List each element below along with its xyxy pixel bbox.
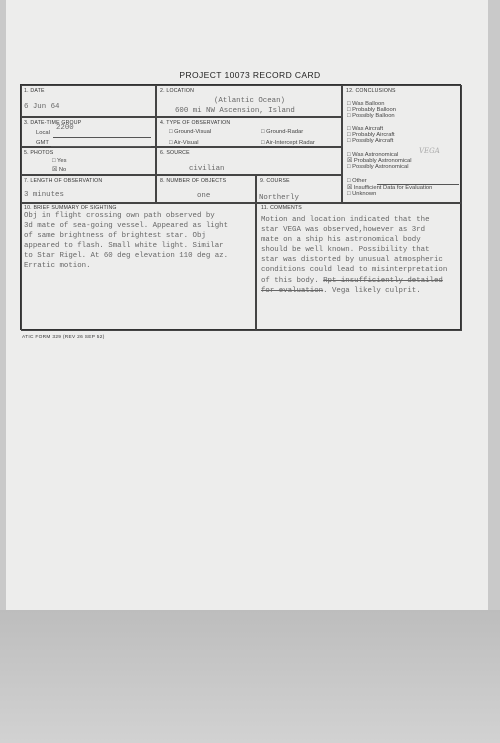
location-label: 2. LOCATION	[160, 88, 195, 94]
conclusion-probably-astronomical[interactable]: ☒ Probably Astronomical	[347, 158, 412, 164]
date-time-group-cell	[21, 117, 156, 147]
number-of-objects-value: one	[197, 192, 211, 200]
option-air-intercept-radar[interactable]: □ Air-Intercept Radar	[261, 140, 315, 146]
conclusions-label: 12. CONCLUSIONS	[346, 88, 396, 94]
option-ground-visual[interactable]: □ Ground-Visual	[169, 129, 212, 135]
conclusion-was-balloon[interactable]: □ Was Balloon	[347, 101, 385, 107]
summary-text: Obj in flight crossing own path observed by 3d mate of sea-going vessel. Appeared as light of same brightness of brightest star. Obj appeared to flash. Small white light. Similar to Star Rigel. At 60 deg elevation 110 deg az. Erratic motion.	[24, 212, 229, 271]
number-of-objects-label: 8. NUMBER OF OBJECTS	[160, 178, 227, 184]
scan-background	[0, 610, 500, 743]
length-of-observation-cell	[21, 175, 156, 203]
location-line1: (Atlantic Ocean)	[214, 97, 285, 105]
summary-label: 10. BRIEF SUMMARY OF SIGHTING	[24, 205, 117, 211]
struck-text-1: Rpt insufficiently detailed	[323, 276, 443, 285]
handwritten-vega: VEGA	[419, 147, 440, 155]
comments-cell	[256, 203, 462, 331]
date-value: 6 Jun 64	[24, 103, 60, 111]
conclusion-was-aircraft[interactable]: □ Was Aircraft	[347, 126, 384, 132]
summary-cell	[21, 203, 256, 331]
course-cell	[256, 175, 342, 203]
local-value: 2200	[56, 124, 74, 132]
source-cell	[156, 147, 342, 175]
record-card	[20, 84, 461, 330]
option-ground-radar[interactable]: □ Ground-Radar	[261, 129, 304, 135]
location-line2: 600 mi NW Ascension, Island	[175, 107, 295, 115]
photos-yes[interactable]: □ Yes	[52, 158, 67, 164]
conclusion-was-astronomical[interactable]: □ Was Astronomical	[347, 152, 399, 158]
option-air-visual[interactable]: □ Air-Visual	[169, 140, 199, 146]
conclusion-insufficient-data[interactable]: ☒ Insufficient Data for Evaluation	[347, 185, 433, 191]
conclusions-cell	[342, 85, 462, 203]
type-of-observation-label: 4. TYPE OF OBSERVATION	[160, 120, 231, 126]
conclusion-unknown[interactable]: □ Unknown	[347, 191, 377, 197]
date-time-group-label: 3. DATE-TIME GROUP	[24, 120, 82, 126]
source-value: civilian	[189, 165, 225, 173]
length-of-observation-label: 7. LENGTH OF OBSERVATION	[24, 178, 103, 184]
length-of-observation-value: 3 minutes	[24, 191, 64, 199]
conclusion-possibly-aircraft[interactable]: □ Possibly Aircraft	[347, 138, 394, 144]
course-label: 9. COURSE	[260, 178, 290, 184]
comments-text: Motion and location indicated that the star VEGA was observed,however as 3rd mate on a ship his astronomical body should be well known. Possibility that star was distorted by unusual atmospheric conditions could lead to misinterpretation of this body. Rpt insufficiently detailed for evaluation. Vega likely culprit.	[261, 216, 448, 295]
type-of-observation-cell	[156, 117, 342, 147]
source-label: 6. SOURCE	[160, 150, 190, 156]
card-title: PROJECT 10073 RECORD CARD	[179, 70, 321, 80]
local-underline	[53, 137, 151, 138]
conclusion-possibly-astronomical[interactable]: □ Possibly Astronomical	[347, 164, 409, 170]
gmt-label: GMT	[36, 140, 49, 146]
photos-cell	[21, 147, 156, 175]
conclusion-other[interactable]: □ Other	[347, 178, 367, 184]
photos-no[interactable]: ☒ No	[52, 167, 67, 173]
date-label: 1. DATE	[24, 88, 45, 94]
photos-label: 5. PHOTOS	[24, 150, 54, 156]
form-number: ATIC FORM 329 (REV 26 SEP 52)	[22, 335, 105, 340]
local-label: Local	[36, 130, 50, 136]
conclusion-probably-aircraft[interactable]: □ Probably Aircraft	[347, 132, 395, 138]
date-cell	[21, 85, 156, 117]
comments-label: 11. COMMENTS	[261, 205, 302, 211]
location-cell	[156, 85, 342, 117]
conclusion-possibly-balloon[interactable]: □ Possibly Balloon	[347, 113, 395, 119]
number-of-objects-cell	[156, 175, 256, 203]
struck-text-2: for evaluation	[261, 286, 324, 295]
conclusion-probably-balloon[interactable]: □ Probably Balloon	[347, 107, 396, 113]
course-value: Northerly	[259, 194, 299, 202]
